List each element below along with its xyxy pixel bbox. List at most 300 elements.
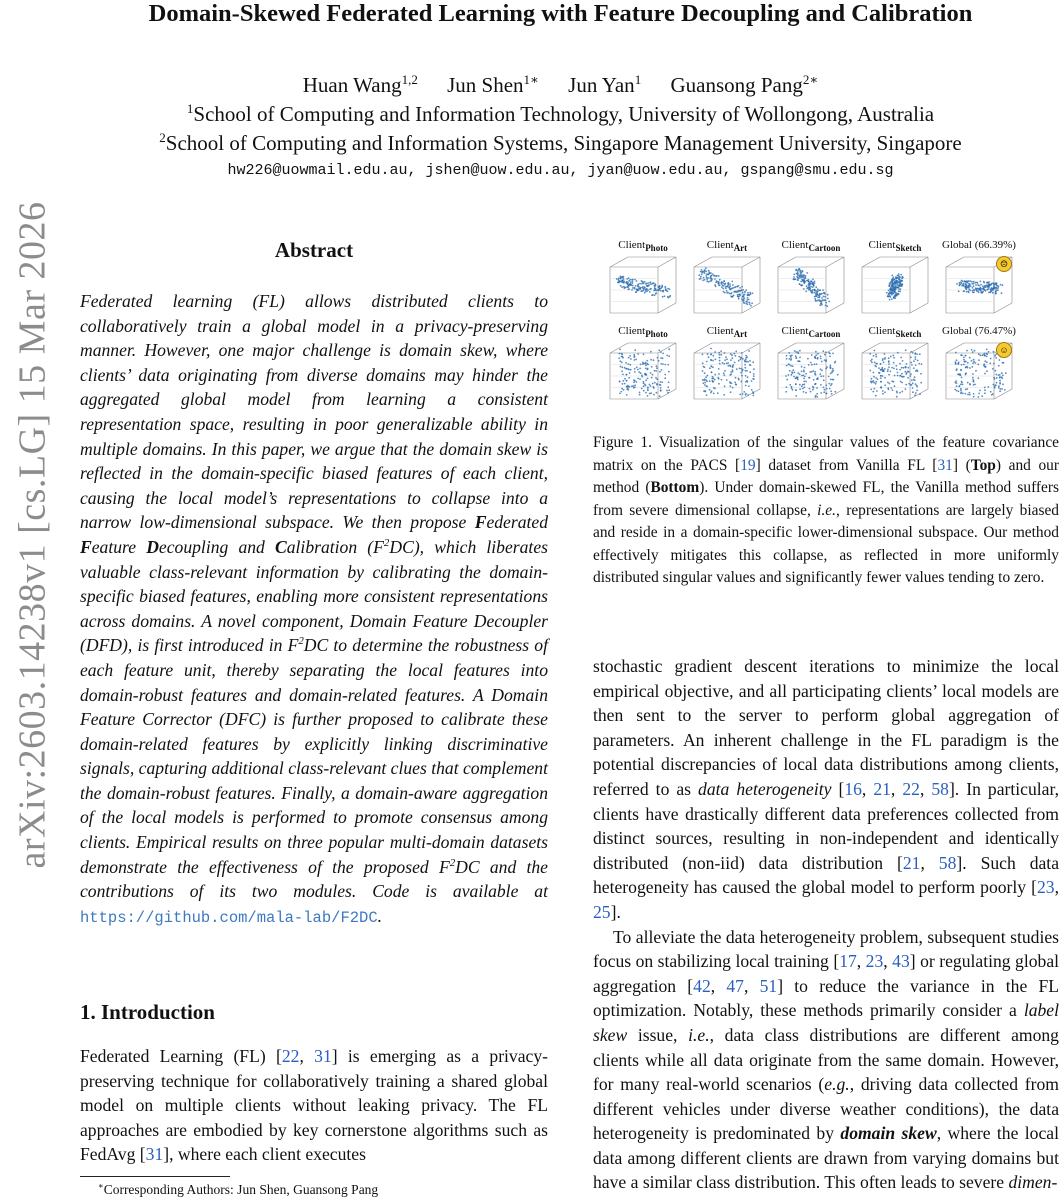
scatter-point [820,384,822,386]
scatter-point [982,291,984,293]
scatter-point [891,281,893,283]
scatter-point [827,294,829,296]
scatter-point [875,395,877,397]
scatter-point [983,281,985,283]
scatter-point [717,377,719,379]
panel-title-prefix: Client [868,239,896,251]
scatter-point [649,291,651,293]
scatter-point [875,381,877,383]
citation-link[interactable]: 22 [902,778,920,799]
scatter-point [802,271,804,273]
scatter-point [753,373,755,375]
plot-box-edge [610,257,628,267]
scatter-point [749,360,751,362]
citation-link[interactable]: 16 [844,778,862,799]
scatter-point [647,378,649,380]
scatter-point [900,375,902,377]
scatter-point [723,283,725,285]
scatter-point [716,275,718,277]
scatter-point [649,393,651,395]
scatter-point [815,383,817,385]
scatter-point [628,277,630,279]
scatter-point [742,296,744,298]
scatter-point [641,376,643,378]
scatter-point [723,285,725,287]
scatter-point [911,379,913,381]
scatter-point [792,365,794,367]
scatter-point [816,393,818,395]
scatter-point [714,374,716,376]
scatter-point [825,302,827,304]
scatter-point [874,362,876,364]
citation-link[interactable]: 47 [726,975,744,996]
scatter-point [826,366,828,368]
scatter-point [988,281,990,283]
scatter-point [969,280,971,282]
scatter-point [995,370,997,372]
scatter-point [740,368,742,370]
scatter-point [750,305,752,307]
scatter-point [621,370,623,372]
scatter-point [658,360,660,362]
scatter-point [626,374,628,376]
scatter-point [894,375,896,377]
scatter-point [652,383,654,385]
scatter-point [810,362,812,364]
scatter-point [645,392,647,394]
scatter-point [806,280,808,282]
scatter-point [745,289,747,291]
citation-link[interactable]: 58 [938,852,957,873]
scatter-point [814,363,816,365]
scatter-point [978,393,980,395]
scatter-point [643,382,645,384]
client-panel [768,324,854,410]
scatter-point [725,356,727,358]
scatter-point [831,393,833,395]
scatter-point [977,377,979,379]
scatter-point [827,298,829,300]
scatter-point [824,296,826,298]
scatter-point [972,373,974,375]
scatter-point [963,359,965,361]
body-text: ]. In particular, clients have drastically different data preferences collected from distinct sources, resulting in non-independent and identically distributed (non-iid) data distribution [ [593,778,1059,873]
scatter-point [972,362,974,364]
scatter-point [809,282,811,284]
scatter-point [984,392,986,394]
scatter-point [621,356,623,358]
scatter-point [982,285,984,287]
scatter-point [704,279,706,281]
scatter-point [645,364,647,366]
scatter-point [795,355,797,357]
scatter-point [881,367,883,369]
intro-body: Federated Learning (FL) [22, 31] is emerging as a privacy-preserving technique for collaboratively training a shared global model on multiple clients without leaking privacy. The FL approaches are embodied by key cornerstone algorithms such as FedAvg [31], where each client executes [80,1046,549,1165]
scatter-point [958,290,960,292]
scatter-point [796,357,798,359]
plot-box-edge [778,257,796,267]
scatter-point [616,278,618,280]
scatter-point [984,389,986,391]
scatter-point [801,385,803,387]
scatter-point [740,359,742,361]
scatter-point [1001,376,1003,378]
scatter-point [647,289,649,291]
scatter-point [632,285,634,287]
scatter-point [978,359,980,361]
scatter-point [704,382,706,384]
scatter-point [628,377,630,379]
scatter-point [753,368,755,370]
scatter-point [963,283,965,285]
scatter-point [914,379,916,381]
scatter-point [619,353,621,355]
scatter-point [713,393,715,395]
scatter-point [834,391,836,393]
scatter-point [785,391,787,393]
scatter-point [899,277,901,279]
scatter-point [650,359,652,361]
scatter-point [632,282,634,284]
footnote-mark: ∗ [98,1181,104,1191]
scatter-point [642,363,644,365]
scatter-point [803,381,805,383]
scatter-point [630,369,632,371]
scatter-point [735,377,737,379]
citation-link[interactable]: 31 [314,1046,332,1066]
scatter-point [625,362,627,364]
scatter-point [795,269,797,271]
scatter-point [626,278,628,280]
scatter-point [829,388,831,390]
citation-link[interactable]: 31 [145,1144,164,1165]
scatter-point [961,377,963,379]
scatter-point [641,287,643,289]
scatter-point [896,396,898,398]
scatter-point [621,286,623,288]
body-bold-italic: domain skew [840,1123,937,1144]
scatter-point [812,284,814,286]
scatter-point [803,282,805,284]
scatter-point [727,362,729,364]
panel-title [768,238,854,252]
scatter-point [730,359,732,361]
scatter-point [893,291,895,293]
scatter-point [736,291,738,293]
scatter-point [618,357,620,359]
scatter-point [893,357,895,359]
scatter-point [745,301,747,303]
scatter-point [732,287,734,289]
scatter-point [743,289,745,291]
scatter-point [634,368,636,370]
scatter-point [624,367,626,369]
scatter-point [816,295,818,297]
scatter-point [995,282,997,284]
scatter-point [732,366,734,368]
body-italic: e.g. [824,1074,850,1095]
scatter-point [639,368,641,370]
body-text: [ [831,778,845,799]
scatter-point [647,285,649,287]
scatter-point [650,281,652,283]
scatter-point [882,359,884,361]
citation-link[interactable]: 31 [937,456,953,474]
scatter-point [875,366,877,368]
citation-link[interactable]: 21 [902,852,921,873]
scatter-point [905,373,907,375]
scatter-point [705,376,707,378]
client-panel [852,324,938,410]
scatter-point [802,274,804,276]
body-italic: i.e. [688,1024,710,1045]
scatter-point [623,278,625,280]
client-panel [684,324,770,410]
scatter-point [977,364,979,366]
scatter-point [634,384,636,386]
caption-text: , representations are largely biased and reside in a domain-specific lower-dimensional subspace. Our method effectively mitigates this collapse, as reflected in more uniformly distributed singular values and significantly fewer values tending to zero. [593,501,1059,586]
intro-text: ], where each client executes [163,1144,366,1165]
scatter-point [999,374,1001,376]
scatter-point [891,275,893,277]
scatter-point [711,280,713,282]
scatter-point [644,292,646,294]
scatter-point [711,371,713,373]
scatter-point [900,381,902,383]
scatter-point [876,390,878,392]
scatter-point [797,277,799,279]
citation-link[interactable]: 25 [593,901,611,922]
scatter-point [955,380,957,382]
scatter-point [739,368,741,370]
citation-link[interactable]: 23 [1037,877,1055,898]
scatter-point [727,283,729,285]
body-text: ]. [610,901,621,922]
scatter-point [915,392,917,394]
scatter-point [975,370,977,372]
scatter-point [666,355,668,357]
scatter-point [702,379,704,381]
scatter-point [794,350,796,352]
scatter-point [789,358,791,360]
scatter-point [1002,284,1004,286]
scatter-point [662,363,664,365]
scatter-point [730,385,732,387]
scatter-point [890,356,892,358]
scatter-point [660,390,662,392]
scatter-point [889,285,891,287]
scatter-point [641,280,643,282]
scatter-point [830,367,832,369]
plot-box-edge [826,303,844,313]
citation-link[interactable]: 22 [281,1046,300,1066]
scatter-point [875,383,877,385]
scatter-point [805,290,807,292]
scatter-point [995,385,997,387]
scatter-point [710,348,712,350]
panel-title-prefix: Client [618,325,646,337]
abstract-text: Federated learning (FL) allows distributed clients to collaboratively train a global model in a privacy-preserving manner. However, one major challenge is domain skew, where clients’ data originating from diverse domains may hinder the aggregated global model from learning a consistent representation space, resulting in poor generalizable ability in multiple domains. In this paper, we argue that the domain skew is reflected in the domain-specific biased features of each client, causing the local model’s representations to collapse into a narrow low-dimensional subspace. We then propose [80,291,548,533]
citation-link[interactable]: 58 [931,778,949,799]
scatter-3d-plot [776,253,848,319]
code-link[interactable]: https://github.com/mala-lab/F2DC [80,908,378,927]
scatter-point [871,378,873,380]
scatter-point [732,369,734,371]
scatter-point [748,385,750,387]
scatter-point [960,389,962,391]
scatter-point [995,289,997,291]
scatter-point [643,354,645,356]
scatter-point [621,388,623,390]
abstract-body [80,289,548,930]
scatter-point [656,367,658,369]
citation-link[interactable]: 17 [839,951,857,972]
scatter-point [817,288,819,290]
scatter-point [709,277,711,279]
scatter-point [829,353,831,355]
scatter-point [734,287,736,289]
scatter-point [663,290,665,292]
scatter-point [913,367,915,369]
scatter-3d-plot [776,339,848,405]
scatter-point [814,290,816,292]
scatter-point [910,375,912,377]
scatter-point [808,284,810,286]
scatter-point [896,368,898,370]
body-text: , data class distributions are different among clients while all data originate from the same domain. However, for many real-world scenarios ( [593,1024,1059,1095]
citation-link[interactable]: 51 [759,975,778,996]
scatter-point [815,351,817,353]
scatter-point [719,360,721,362]
scatter-point [620,391,622,393]
scatter-point [910,362,912,364]
scatter-3d-plot [860,253,932,319]
scatter-point [739,290,741,292]
panel-title-domain: Photo [645,243,668,254]
citation-link[interactable]: 23 [865,951,884,972]
scatter-point [651,377,653,379]
arxiv-identifier-stamp [12,175,52,895]
sad-face-icon: ☹ [996,256,1012,272]
scatter-point [745,355,747,357]
scatter-point [724,292,726,294]
citation-link[interactable]: 19 [740,456,756,474]
scatter-point [637,353,639,355]
scatter-point [955,363,957,365]
scatter-point [632,279,634,281]
scatter-point [996,284,998,286]
author [447,73,539,97]
method-letter: F [80,536,92,557]
scatter-point [810,286,812,288]
scatter-point [984,289,986,291]
scatter-point [884,377,886,379]
scatter-point [989,362,991,364]
scatter-point [814,371,816,373]
scatter-point [984,360,986,362]
scatter-point [738,379,740,381]
scatter-point [727,365,729,367]
scatter-point [997,289,999,291]
scatter-point [627,282,629,284]
caption-text: ] dataset from Vanilla FL [ [755,456,938,474]
scatter-point [805,277,807,279]
global-panel [936,238,1022,324]
citation-link[interactable]: 43 [892,951,910,972]
scatter-point [823,296,825,298]
scatter-point [870,389,872,391]
scatter-point [814,396,816,398]
scatter-point [703,366,705,368]
panel-title [600,238,686,252]
scatter-point [743,391,745,393]
scatter-point [887,370,889,372]
plot-box-edge [946,343,964,353]
scatter-point [888,357,890,359]
scatter-point [898,288,900,290]
scatter-point [649,384,651,386]
scatter-point [977,282,979,284]
scatter-point [704,269,706,271]
scatter-point [708,356,710,358]
scatter-point [915,370,917,372]
author [670,73,818,97]
scatter-point [725,288,727,290]
scatter-point [995,293,997,295]
scatter-point [972,351,974,353]
scatter-point [664,374,666,376]
scatter-point [1001,292,1003,294]
scatter-point [960,354,962,356]
scatter-point [990,284,992,286]
scatter-point [703,382,705,384]
scatter-point [968,286,970,288]
scatter-point [618,278,620,280]
scatter-point [705,271,707,273]
scatter-point [890,287,892,289]
scatter-point [963,285,965,287]
scatter-point [967,394,969,396]
panel-title [852,238,938,252]
scatter-point [965,283,967,285]
scatter-point [892,289,894,291]
scatter-point [745,357,747,359]
citation-link[interactable]: 42 [693,975,711,996]
scatter-point [959,385,961,387]
scatter-point [730,371,732,373]
scatter-point [747,297,749,299]
scatter-point [634,279,636,281]
plot-box-edge [826,257,844,267]
scatter-point [992,368,994,370]
scatter-point [830,379,832,381]
method-word: alibration ( [286,536,374,557]
scatter-point [734,382,736,384]
scatter-point [660,381,662,383]
scatter-point [811,281,813,283]
scatter-point [966,350,968,352]
scatter-point [823,387,825,389]
scatter-point [790,365,792,367]
scatter-point [623,282,625,284]
scatter-point [786,358,788,360]
scatter-point [803,279,805,281]
citation-link[interactable]: 21 [873,778,891,799]
client-panel [852,238,938,324]
scatter-point [825,351,827,353]
body-text: ] to reduce the variance in the FL optimization. Notably, these methods primarily consider a [593,975,1060,1021]
author-affil-mark: 2∗ [802,72,819,87]
